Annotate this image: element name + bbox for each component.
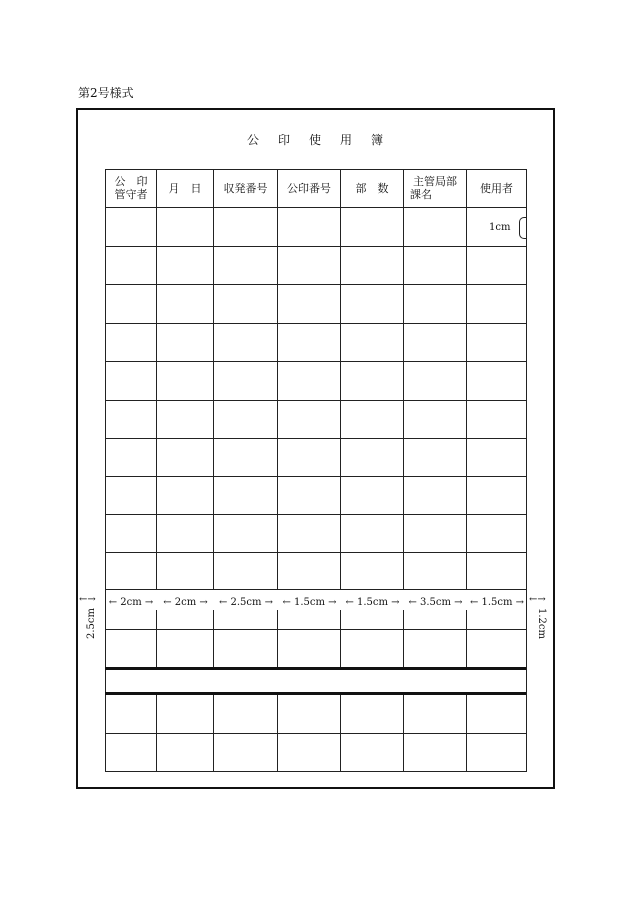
header-receipt-number [214, 169, 277, 207]
row-height-annotation: 1cm [489, 222, 511, 233]
column-divider [403, 610, 404, 669]
column-divider [156, 610, 157, 669]
header-user [467, 169, 526, 207]
header-line: 公印番号 [287, 181, 331, 195]
right-margin-arrow: ←→ [529, 594, 546, 605]
row-line [105, 400, 526, 401]
table-border-left [105, 169, 106, 772]
column-divider [466, 610, 467, 669]
column-width-label: ← 1.5cm → [469, 597, 525, 608]
column-width-label: ← 2.5cm → [218, 597, 274, 608]
break-line [105, 667, 526, 670]
row-line [105, 361, 526, 362]
row-line [105, 629, 526, 630]
header-line: 使用者 [480, 181, 513, 195]
header-line: 主管局部 [413, 175, 457, 188]
left-margin-label: 2.5cm [86, 608, 97, 639]
row-line [105, 323, 526, 324]
row-line [105, 589, 526, 590]
document-title: 公印使用簿 [246, 133, 402, 147]
header-line: 月 日 [168, 181, 202, 195]
header-line: 公 印 [114, 175, 148, 188]
header-line: 収発番号 [223, 181, 268, 195]
column-divider [403, 169, 404, 589]
column-width-label: ← 1.5cm → [282, 597, 337, 608]
row-line [105, 771, 526, 772]
left-margin-arrow: ←→ [79, 594, 96, 605]
table-border-right [526, 169, 527, 772]
row-line [105, 514, 526, 515]
header-date [157, 169, 213, 207]
column-width-label: ← 1.5cm → [345, 597, 400, 608]
column-divider [156, 169, 157, 589]
header-seal-number [278, 169, 340, 207]
column-width-label: ← 3.5cm → [408, 597, 463, 608]
header-line: 管守者 [114, 188, 148, 201]
column-divider [277, 169, 278, 589]
row-line [105, 207, 526, 208]
header-line: 課名 [410, 188, 432, 201]
header-department [404, 169, 466, 207]
column-divider [340, 169, 341, 589]
row-line [105, 733, 526, 734]
form-number: 第2号様式 [78, 86, 134, 100]
row-line [105, 284, 526, 285]
form-frame [76, 108, 555, 789]
column-divider [213, 169, 214, 589]
column-divider [213, 610, 214, 669]
row-height-bracket [519, 217, 527, 239]
row-line [105, 552, 526, 553]
header-copies [341, 169, 403, 207]
row-line [105, 438, 526, 439]
column-divider [466, 169, 467, 589]
break-line [105, 692, 526, 695]
column-divider [277, 610, 278, 669]
column-width-label: ← 2cm → [163, 597, 208, 608]
header-seal-keeper [106, 169, 156, 207]
column-width-label: ← 2cm → [108, 597, 154, 608]
row-line [105, 476, 526, 477]
row-line [105, 246, 526, 247]
header-line: 部 数 [355, 181, 389, 195]
column-divider [340, 610, 341, 669]
right-margin-label: 1.2cm [536, 608, 547, 639]
